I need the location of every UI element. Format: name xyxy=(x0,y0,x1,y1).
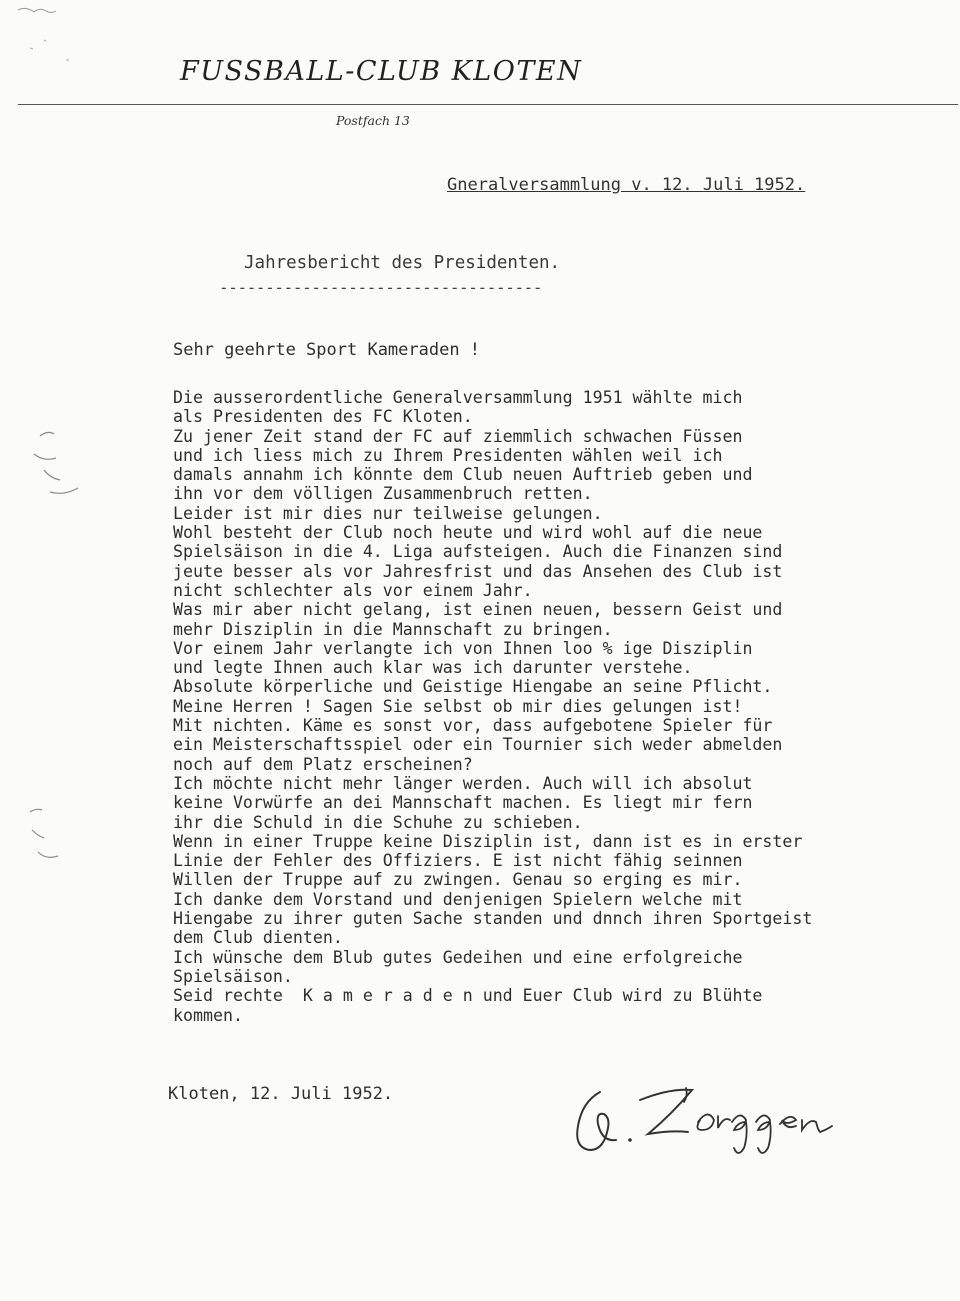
meeting-line: Gneralversammlung v. 12. Juli 1952. xyxy=(447,175,806,195)
body-line: ihr die Schuld in die Schuhe zu schieben. xyxy=(173,812,583,832)
handwritten-signature xyxy=(560,1070,850,1165)
body-line: Ich wünsche dem Blub gutes Gedeihen und eine erfolgreiche xyxy=(173,947,743,967)
body-line: Wenn in einer Truppe keine Disziplin ist, dann ist es in erster xyxy=(173,831,803,851)
body-line: Vor einem Jahr verlangte ich von Ihnen loo % ige Disziplin xyxy=(173,638,753,658)
salutation: Sehr geehrte Sport Kameraden ! xyxy=(173,340,481,360)
body-line: jeute besser als vor Jahresfrist und das Ansehen des Club ist xyxy=(173,561,783,581)
body-line: kommen. xyxy=(173,1005,243,1025)
body-line: Zu jener Zeit stand der FC auf ziemmlich schwachen Füssen xyxy=(173,426,743,446)
body-line: nicht schlechter als vor einem Jahr. xyxy=(173,580,533,600)
body-line: ihn vor dem völligen Zusammenbruch retten. xyxy=(173,484,593,504)
letterhead-club-name: FUSSBALL-CLUB KLOTEN xyxy=(180,56,583,87)
body-line: Ich danke dem Vorstand und denjenigen Spielern welche mit xyxy=(173,889,743,909)
body-line: und ich liess mich zu Ihrem Presidenten wählen weil ich xyxy=(173,445,723,465)
body-line: damals annahm ich könnte dem Club neuen Auftrieb geben und xyxy=(173,465,753,485)
body-line: Linie der Fehler des Offiziers. E ist nicht fähig seinnen xyxy=(173,851,743,871)
letter-body xyxy=(173,388,923,1025)
body-line: Was mir aber nicht gelang, ist einen neuen, bessern Geist und xyxy=(173,600,783,620)
body-line: als Presidenten des FC Kloten. xyxy=(173,407,473,427)
body-line: Spielsäison. xyxy=(173,966,293,986)
body-line: dem Club dienten. xyxy=(173,928,343,948)
body-line: Seid rechte K a m e r a d e n und Euer Club wird zu Blühte xyxy=(173,986,763,1006)
body-line: noch auf dem Platz erscheinen? xyxy=(173,754,473,774)
report-title: Jahresbericht des Presidenten. xyxy=(244,253,561,273)
body-line: keine Vorwürfe an dei Mannschaft machen. Es liegt mir fern xyxy=(173,793,753,813)
body-line: und legte Ihnen auch klar was ich darunter verstehe. xyxy=(173,658,693,678)
body-line: Willen der Truppe auf zu zwingen. Genau so erging es mir. xyxy=(173,870,743,890)
letterhead-postfach: Postfach 13 xyxy=(336,113,410,128)
body-line: Mit nichten. Käme es sonst vor, dass aufgebotene Spieler für xyxy=(173,716,773,736)
body-line: mehr Disziplin in die Mannschaft zu bringen. xyxy=(173,619,613,639)
place-date: Kloten, 12. Juli 1952. xyxy=(168,1084,394,1104)
body-line: Wohl besteht der Club noch heute und wird wohl auf die neue xyxy=(173,523,763,543)
letterhead-rule xyxy=(18,104,958,105)
body-line: Die ausserordentliche Generalversammlung 1951 wählte mich xyxy=(173,388,743,407)
body-line: Ich möchte nicht mehr länger werden. Auch will ich absolut xyxy=(173,773,753,793)
body-line: Hiengabe zu ihrer guten Sache standen und dnnch ihren Sportgeist xyxy=(173,909,813,929)
body-line: ein Meisterschaftsspiel oder ein Tournier sich weder abmelden xyxy=(173,735,783,755)
body-line: Absolute körperliche und Geistige Hiengabe an seine Pflicht. xyxy=(173,677,773,697)
body-line: Spielsäison in die 4. Liga aufsteigen. Auch die Finanzen sind xyxy=(173,542,783,562)
body-line: Leider ist mir dies nur teilweise gelungen. xyxy=(173,503,603,523)
report-title-underline: ----------------------------------- xyxy=(219,278,543,297)
margin-marks xyxy=(0,0,120,1301)
body-line: Meine Herren ! Sagen Sie selbst ob mir dies gelungen ist! xyxy=(173,696,743,716)
